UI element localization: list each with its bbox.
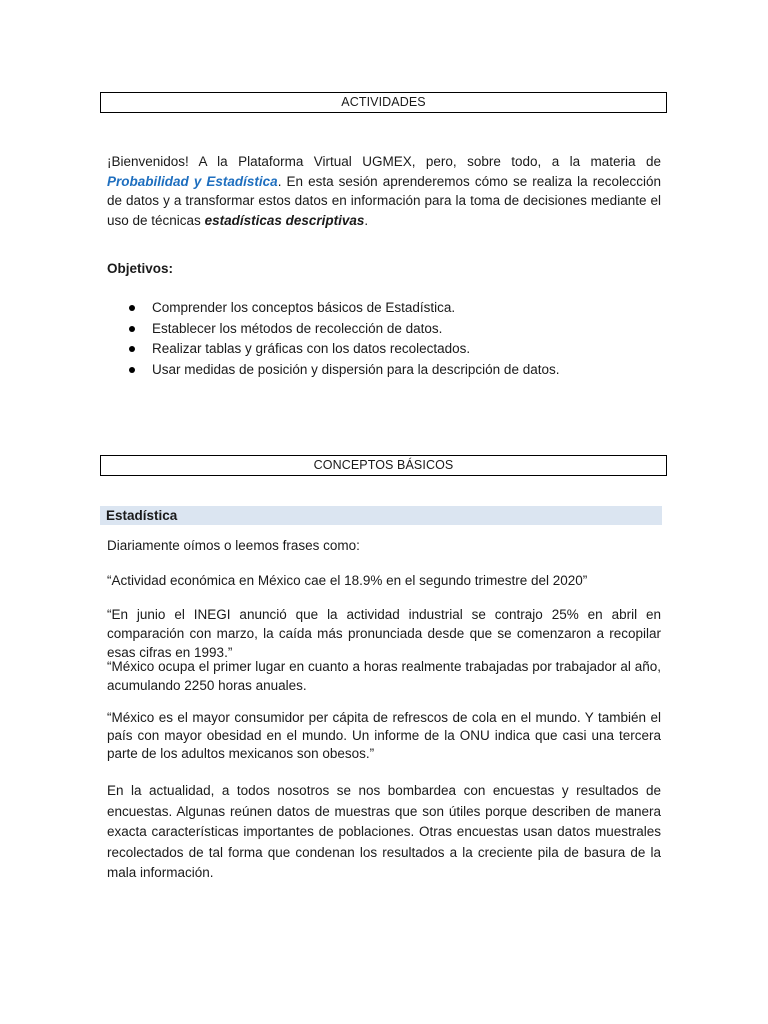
list-item (107, 298, 559, 319)
objectives-heading: Objetivos: (107, 261, 174, 276)
quote-paragraph-1: “Actividad económica en México cae el 18.9% en el segundo trimestre del 2020” (107, 573, 588, 588)
bullet-icon (129, 305, 135, 311)
list-item (107, 319, 559, 340)
list-item (107, 339, 559, 360)
list-item (107, 360, 559, 381)
quote-paragraph-2: “En junio el INEGI anunció que la actividad industrial se contrajo 25% en abril en comparación con marzo, la caída más pronunciada desde que se comenzaron a recopilar esas cifras en 1993.” (107, 607, 661, 660)
bullet-icon (129, 346, 135, 352)
intro-text-1: ¡Bienvenidos! A la Plataforma Virtual UGMEX, pero, sobre todo, a la materia de (107, 154, 661, 169)
bullet-icon (129, 326, 135, 332)
objectives-list (107, 298, 559, 380)
section-title-estadistica: Estadística (100, 506, 662, 525)
list-item-text: Comprender los conceptos básicos de Estadística. (152, 300, 456, 315)
intro-text-2: . En esta sesión aprenderemos cómo se realiza la recolección de datos y a transformar estos datos en información para la toma de decisiones mediante el uso de técnicas (107, 173, 661, 228)
intro-text-3: . (364, 212, 369, 228)
subject-name: Probabilidad y Estadística (107, 173, 278, 189)
techniques-emphasis: estadísticas descriptivas (204, 212, 365, 228)
list-item-text: Establecer los métodos de recolección de datos. (152, 320, 443, 336)
basic-concepts-header: CONCEPTOS BÁSICOS (100, 455, 667, 476)
closing-paragraph: En la actualidad, a todos nosotros se nos bombardea con encuestas y resultados de encuestas. Algunas reúnen datos de muestras que son útiles porque describen de manera exacta características importantes de poblaciones. Otras encuestas usan datos muestrales recolectados de tal forma que condenan los resultados a la creciente pila de basura de la mala información. (107, 783, 661, 880)
intro-paragraph (107, 152, 661, 230)
quote-paragraph-4: “México es el mayor consumidor per cápita de refrescos de cola en el mundo. Y también el país con mayor obesidad en el mundo. Un informe de la ONU indica que casi una tercera parte de los adultos mexicanos son obesos.” (107, 710, 661, 761)
list-item-text: Realizar tablas y gráficas con los datos recolectados. (152, 341, 471, 356)
bullet-icon (129, 367, 135, 373)
lead-paragraph: Diariamente oímos o leemos frases como: (107, 538, 360, 553)
quote-paragraph-3: “México ocupa el primer lugar en cuanto a horas realmente trabajadas por trabajador al año, acumulando 2250 horas anuales. (107, 659, 661, 693)
activities-header: ACTIVIDADES (100, 92, 667, 113)
list-item-text: Usar medidas de posición y dispersión para la descripción de datos. (152, 361, 560, 377)
